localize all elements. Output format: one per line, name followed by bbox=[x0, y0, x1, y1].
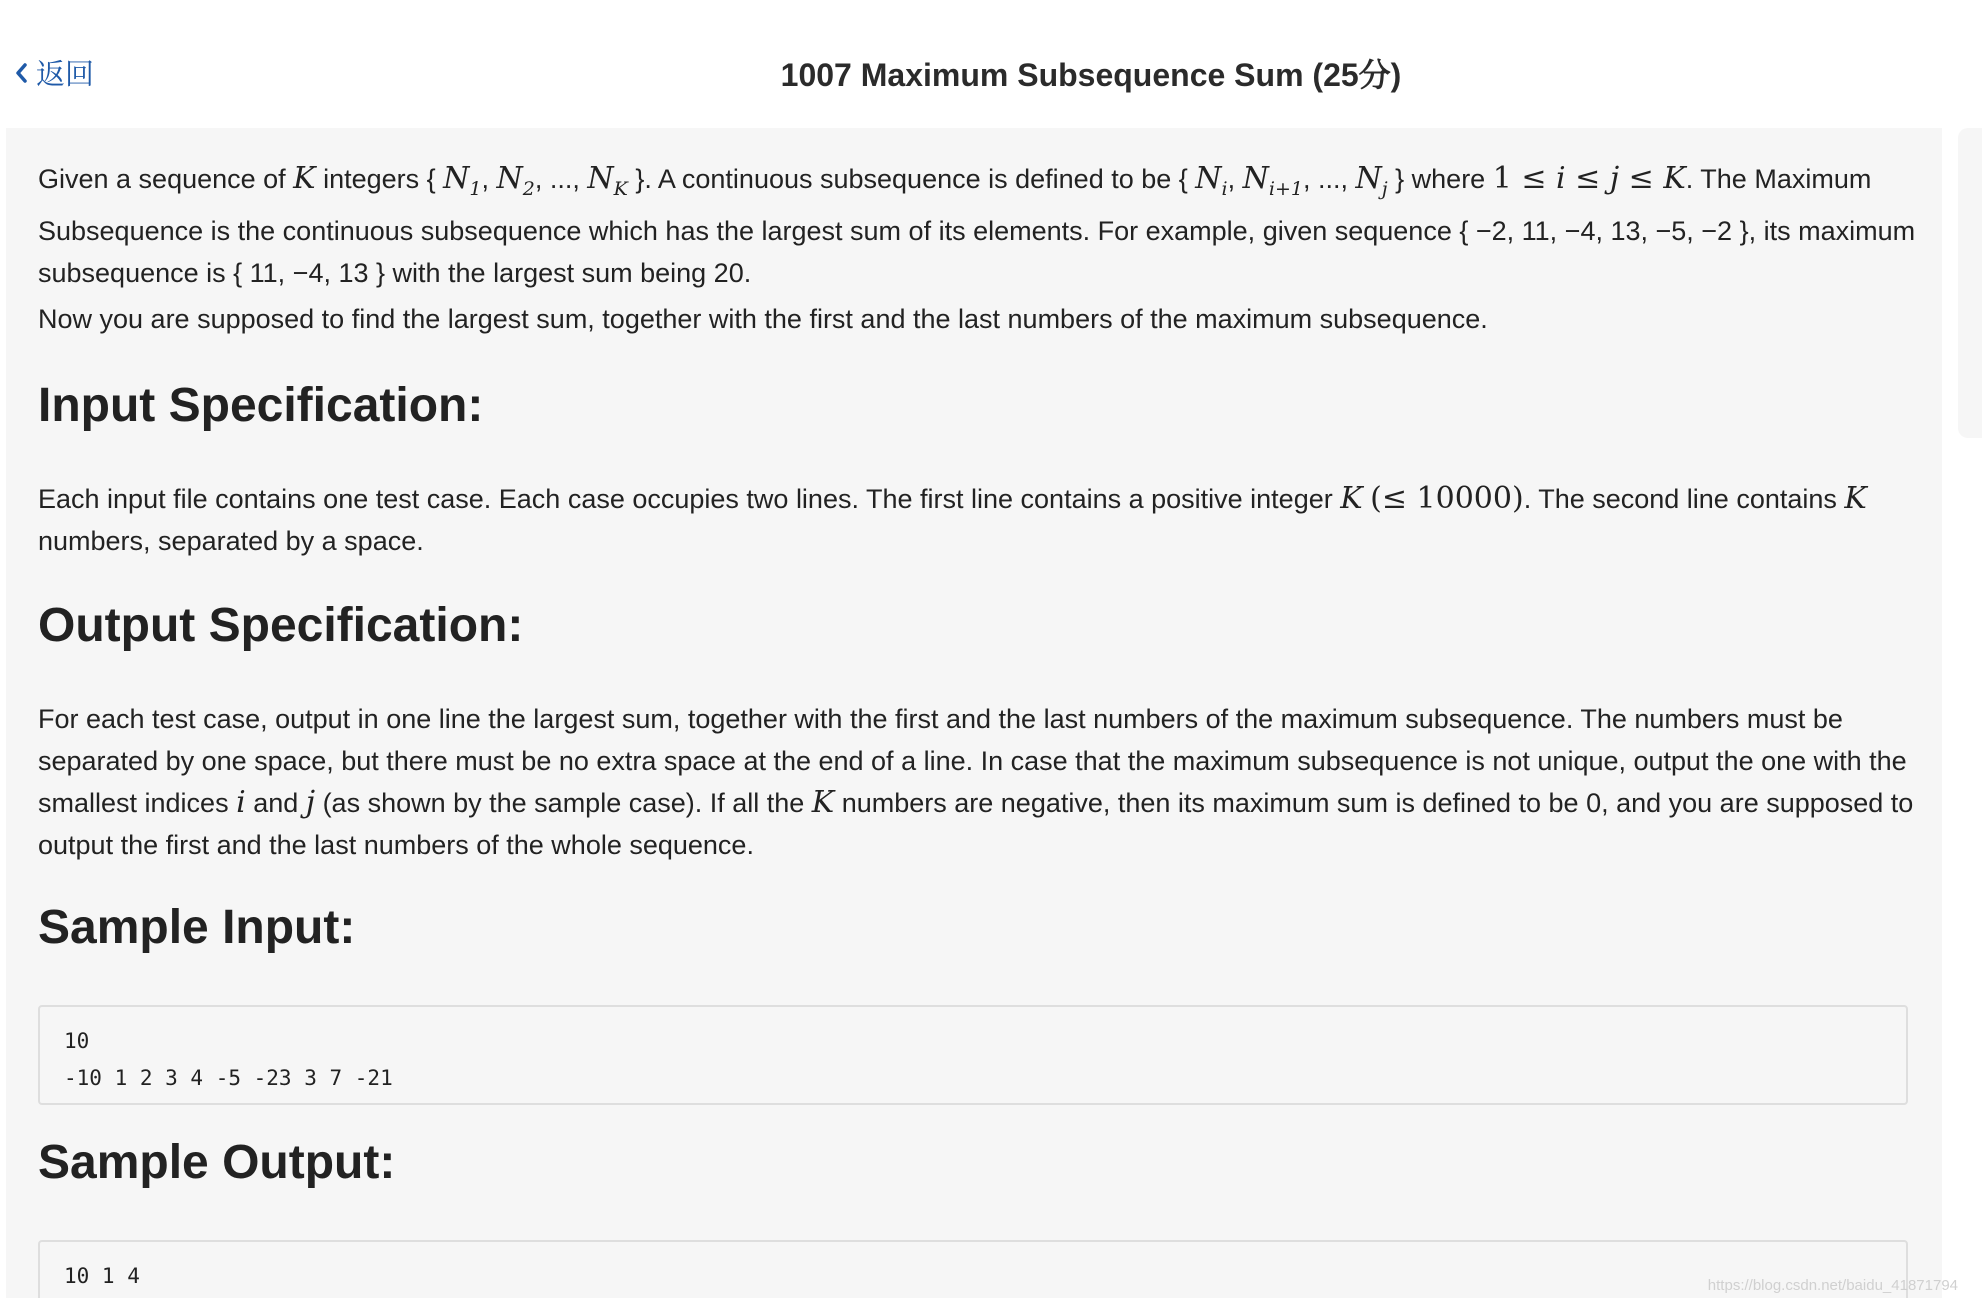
top-bar bbox=[0, 0, 1982, 128]
watermark: https://blog.csdn.net/baidu_41871794 bbox=[1707, 1277, 1958, 1294]
problem-intro: Given a sequence of K integers { $N_1$, $N_2$, ..., $N_K$ }. A continuous subsequence is defined to be { $N_i$, $N_{i+1}$, ..., $N_j$ } where 1 ≤ i ≤ j ≤ K. The Maximum Subsequence is the continuous subsequence which has the largest sum of its elements. For example, given sequence { −2, 11, −4, 13, −5, −2 }, its maximum subsequence is { 11, −4, 13 } with the largest sum being 20. bbox=[38, 161, 1916, 288]
input-spec-heading: Input Specification: bbox=[38, 379, 484, 432]
output-spec-text: For each test case, output in one line the largest sum, together with the first and the last numbers of the maximum subsequence. The numbers must be separated by one space, but there must be no extra space at the end of a line. In case that the maximum subsequence is not unique, output the one with the smallest indices i and j (as shown by the sample case). If all the K numbers are negative, then its maximum sum is defined to be 0, and you are supposed to output the first and the last numbers of the whole sequence. bbox=[38, 704, 1914, 860]
sample-input-line: 10 bbox=[64, 1029, 90, 1053]
sample-input-heading: Sample Input: bbox=[38, 901, 356, 954]
scrollbar[interactable] bbox=[1958, 128, 1982, 438]
sample-output-heading: Sample Output: bbox=[38, 1136, 396, 1189]
sample-output-block bbox=[38, 1240, 1908, 1298]
back-label: 返回 bbox=[36, 59, 95, 91]
problem-content bbox=[6, 128, 1942, 1298]
input-spec-text: Each input file contains one test case. Each case occupies two lines. The first line contains a positive integer K (≤ 10000). The second line contains K numbers, separated by a space. bbox=[38, 481, 1867, 556]
sample-output-line: 10 1 4 bbox=[64, 1264, 140, 1288]
sample-input-block bbox=[38, 1005, 1908, 1105]
sample-input-line: -10 1 2 3 4 -5 -23 3 7 -21 bbox=[64, 1066, 393, 1090]
output-spec-heading: Output Specification: bbox=[38, 599, 524, 652]
problem-intro-goal: Now you are supposed to find the largest sum, together with the first and the last numbers of the maximum subsequence. bbox=[38, 304, 1488, 334]
page-title: 1007 Maximum Subsequence Sum (25分) bbox=[780, 57, 1402, 93]
